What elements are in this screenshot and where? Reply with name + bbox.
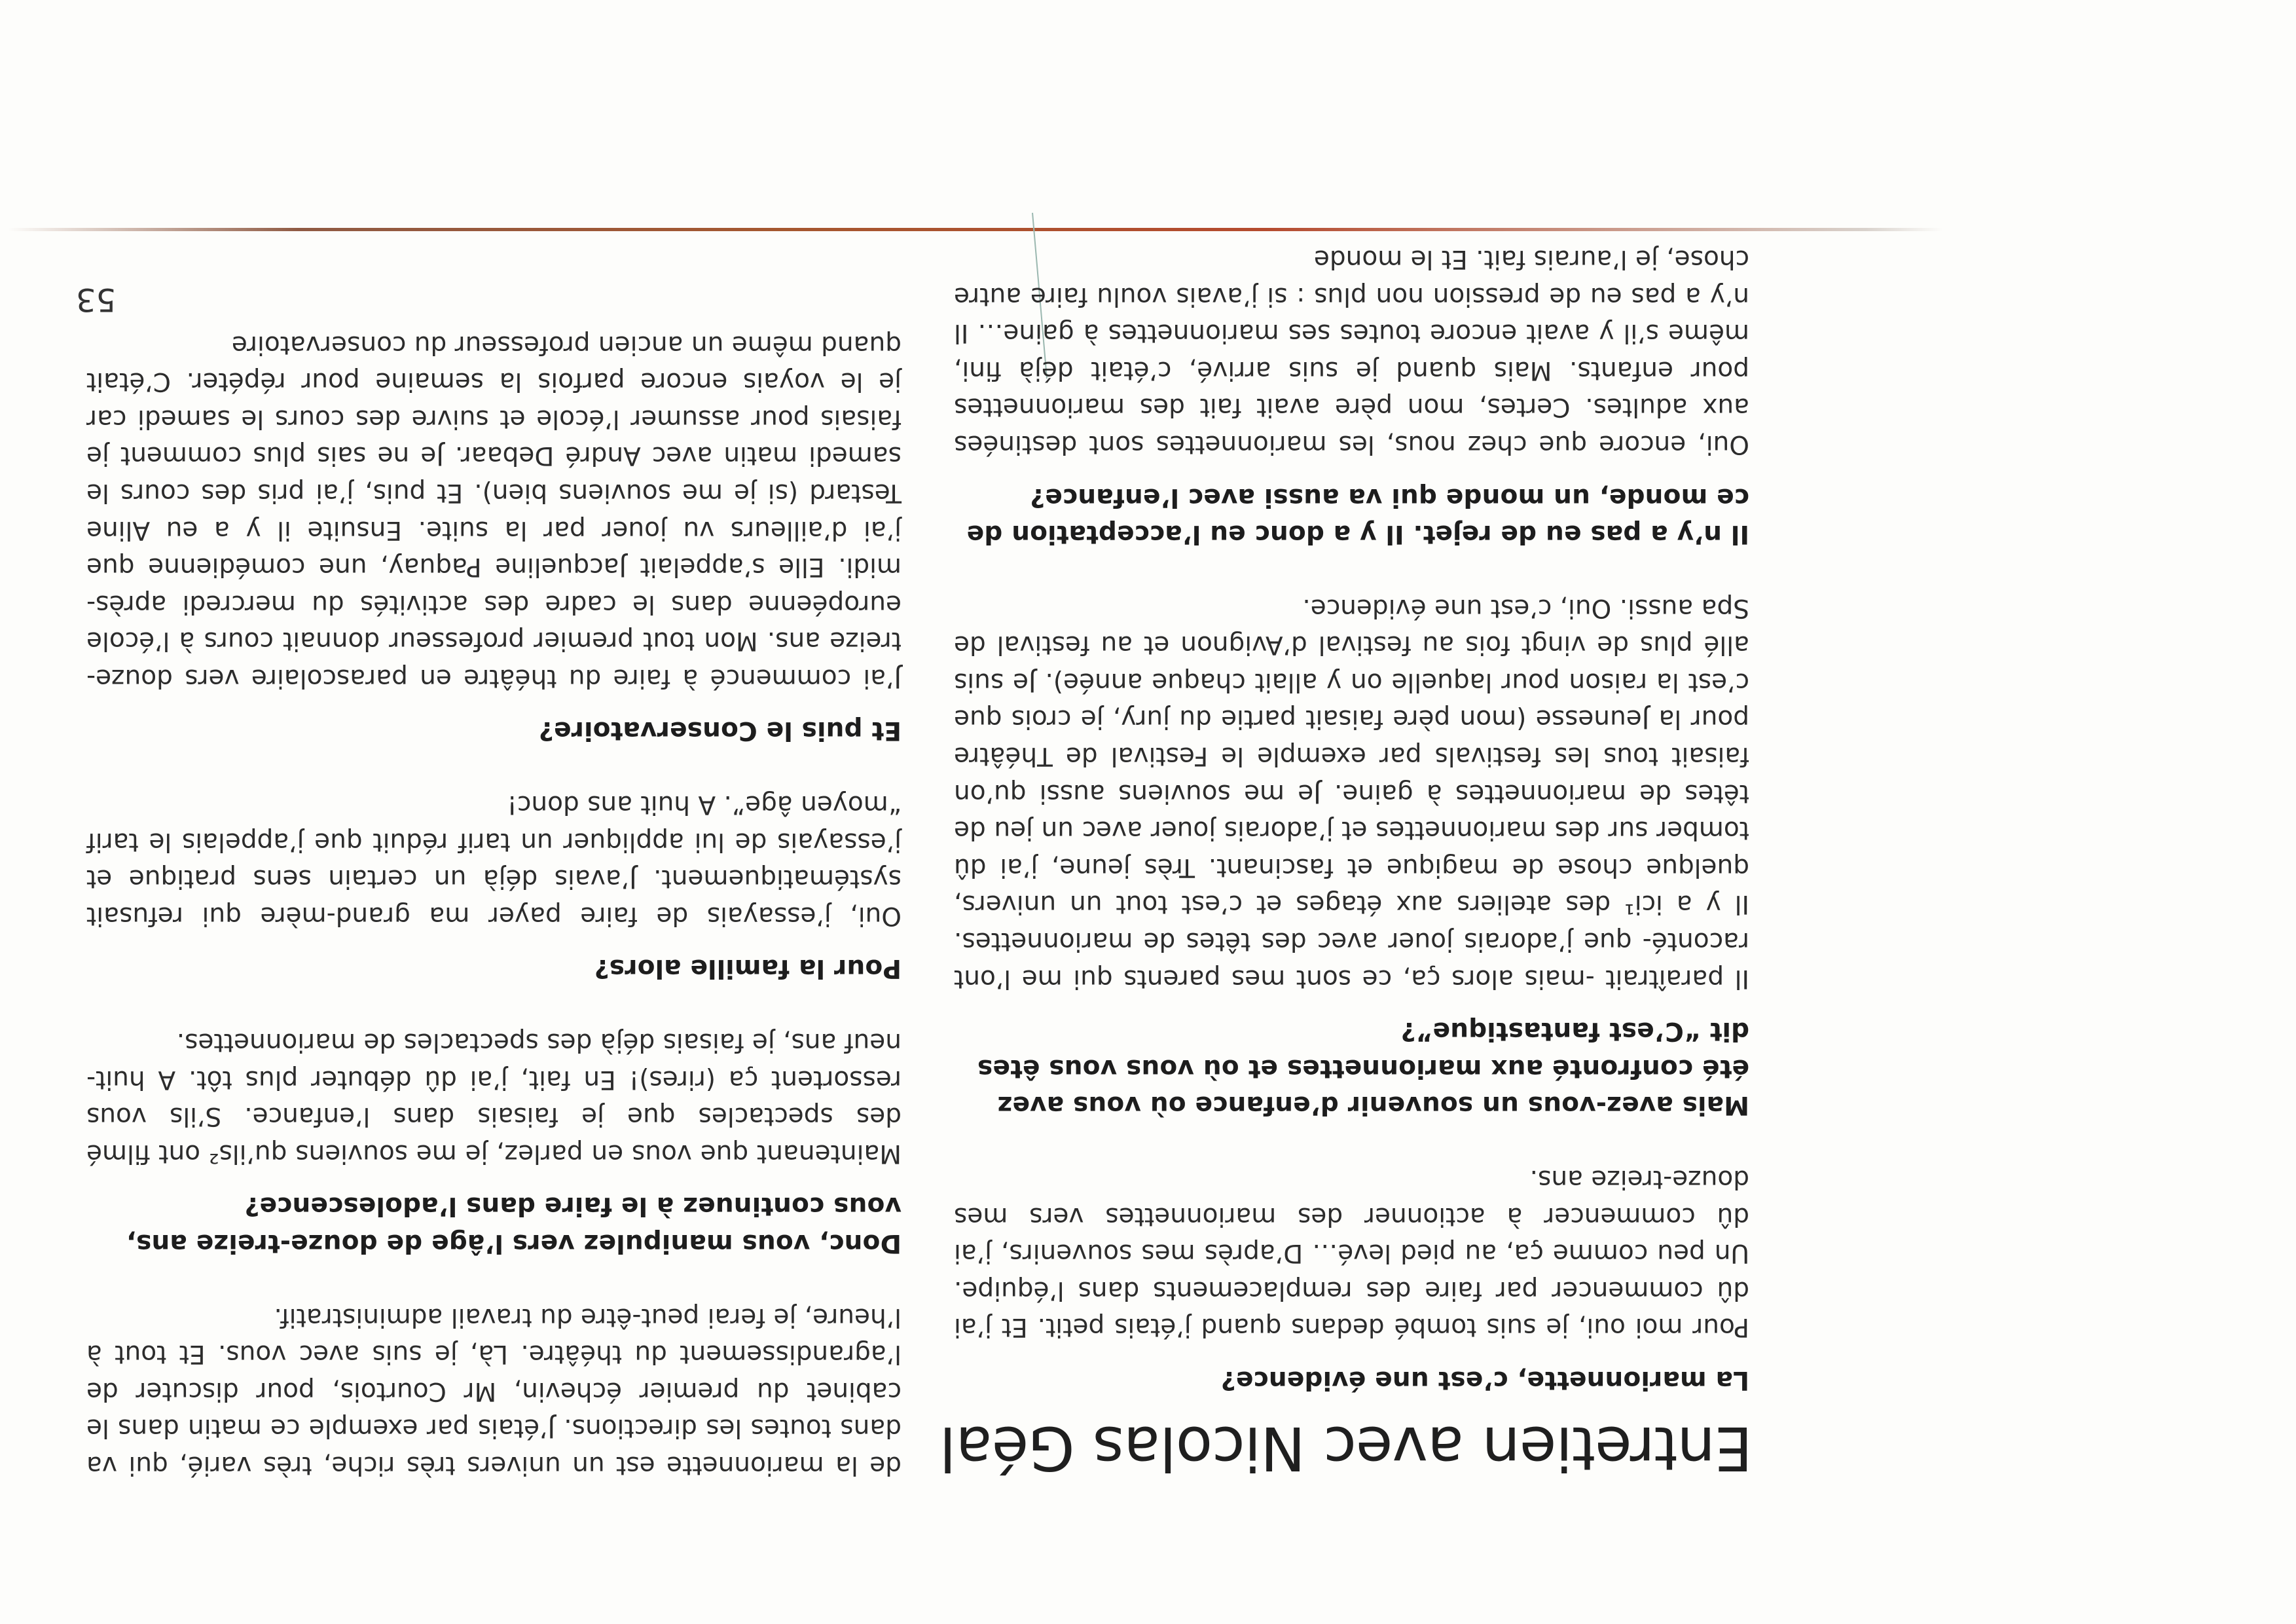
page-number: 53: [75, 281, 116, 318]
page-title: Entretien avec Nicolas Géal: [939, 1413, 1753, 1483]
right-column: [86, 325, 902, 1483]
question-5: Pour la famille alors?: [594, 953, 902, 984]
decorative-rule: [8, 228, 1942, 231]
answer-5: Oui, j’essayais de faire payer ma grand-mère qui refusait systématiquement. J’avais déjà un certain sens pratique et j’essayais de lui appliquer un tarif réduit que j’appelais le tarif “moyen âge”. A huit ans donc!: [86, 790, 902, 931]
question-6: Et puis le Conservatoire?: [538, 716, 902, 746]
question-1: La marionnette, c’est une évidence?: [1220, 1365, 1749, 1395]
answer-6: J’ai commencé à faire du théâtre en parascolaire vers douze-treize ans. Mon tout premier professeur donnait cours à l’école européenne dans le cadre des activités du mercredi après-midi. Elle s’appelait Jacqueline Paquay, une comédienne que j’ai d’ailleurs vu jouer par la suite. Ensuite il y a eu Aline Testard (si je me souviens bien). Et puis, j’ai pris des cours le samedi matin avec André Debaar. Je ne sais plus comment je faisais pour assumer l’école et suivre des cours le samedi car je le voyais encore parfois la semaine pour répéter. C’était quand même un ancien professeur du conservatoire: [86, 329, 902, 693]
question-4: Donc, vous manipulez vers l’âge de douze-treize ans, vous continuez à le faire dans l’adolescence?: [126, 1191, 902, 1259]
answer-3: Oui, encore que chez nous, les marionnettes sont destinées aux adultes. Certes, mon père avait fait des marionnettes pour enfants. Mais quand je suis arrivé, c’était déjà fini, même s’il y avait encore toutes ses marionnettes à gaine… Il n’y a pas eu de pression non plus : si j’avais voulu faire autre chose, je l’aurais fait. Et le monde: [954, 244, 1749, 459]
answer-4: Maintenant que vous en parlez, je me souviens qu’ils² ont filmé des spectacles que je faisais dans l’enfance. S’ils vous ressortent ça (rires)! En fait, j’ai dû débuter plus tôt. A huit-neuf ans, je faisais déjà des spectacles de marionnettes.: [86, 1027, 902, 1168]
answer-3-continued: de la marionnette est un univers très riche, très varié, qui va dans toutes les directions. J’étais par exemple ce matin dans le cabinet du premier échevin, Mr Courtois, pour discuter de l’agrandissement du théâtre. Là, je suis avec vous. Et tout à l’heure, je ferai peut-être du travail administratif.: [86, 1302, 902, 1480]
answer-1: Pour moi oui, je suis tombé dedans quand j’étais petit. Et j’ai dû commencer par faire des remplacements dans l’équipe. Un peu comme ça, au pied levé… D’après mes souvenirs, j’ai dû commencer à actionner des marionnettes vers mes douze-treize ans.: [954, 1164, 1749, 1342]
question-2: Mais avez-vous un souvenir d’enfance où vous avez été confronté aux marionnettes et où vous vous êtes dit “C’est fantastique”?: [977, 1016, 1749, 1120]
question-3: Il n’y a pas eu de rejet. Il y a donc eu l’acceptation de ce monde, un monde qui va aussi avec l’enfance?: [966, 482, 1749, 549]
left-column: [954, 240, 1749, 1398]
answer-2: Il paraîtrait -mais alors ça, ce sont mes parents qui me l’ont raconté- que j’adorais jouer avec des têtes de marionnettes. Il y a ici¹ des ateliers aux étages et c’est tout un univers, quelque chose de magique et fascinant. Très jeune, j’ai dû tomber sur des marionnettes et j’adorais jouer avec un jeu de têtes de marionnettes à gaine. Je me souviens aussi qu’on faisait tous les festivals par exemple le Festival de Théâtre pour la Jeunesse (mon père faisait partie du jury, je crois que c’est la raison pour laquelle on y allait chaque année). Je suis allé plus de vingt fois au festival d’Avignon et au festival de Spa aussi. Oui, c’est une évidence.: [954, 593, 1749, 993]
